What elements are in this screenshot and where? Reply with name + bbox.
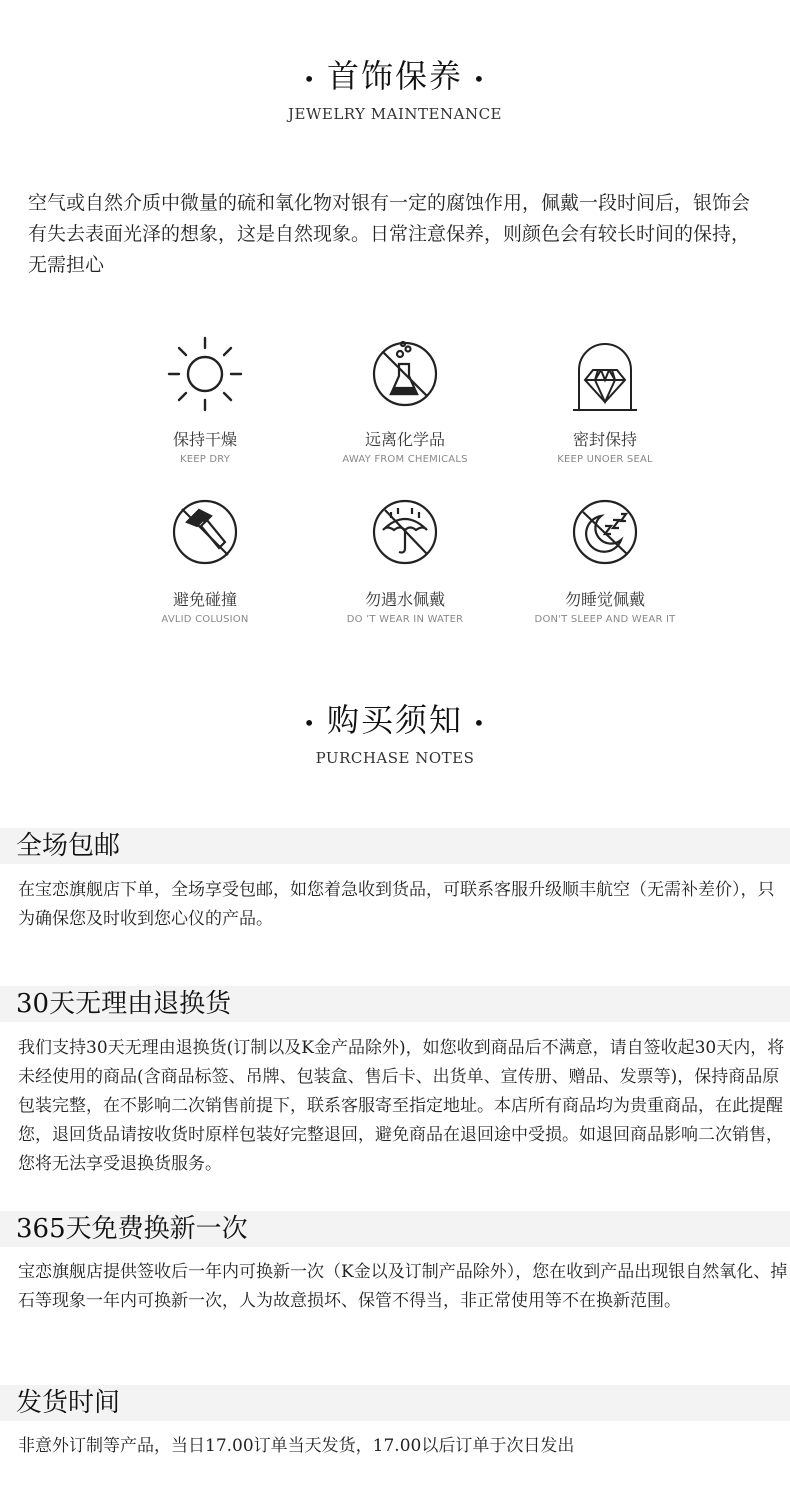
care-label-cn: 保持干燥 xyxy=(172,430,237,449)
care-label-en: KEEP UNOER SEAL xyxy=(557,454,653,465)
care-icon-grid xyxy=(105,332,705,642)
care-item-keep-dry xyxy=(105,332,305,465)
care-item-avoid-collision xyxy=(105,492,305,625)
care-item-away-chemicals xyxy=(305,332,505,465)
note-text-delivery-time: 非意外订制等产品，当日17.00订单当天发货，17.00以后订单于次日发出 xyxy=(18,1436,575,1456)
care-label-en: AVLID COLUSION xyxy=(161,614,249,625)
bullet-left: • xyxy=(303,66,317,91)
care-label-en: AWAY FROM CHEMICALS xyxy=(342,454,468,465)
care-item-no-sleep xyxy=(505,492,705,625)
care-label-cn: 勿睡觉佩戴 xyxy=(564,590,645,609)
note-heading-returns: 30天无理由退换货 xyxy=(0,986,790,1022)
note-heading-free-renewal: 365天免费换新一次 xyxy=(0,1211,790,1247)
care-label-en: DO ’T WEAR IN WATER xyxy=(346,614,464,625)
purchase-title-cn: 购买须知 xyxy=(326,701,463,739)
note-heading-delivery-time: 发货时间 xyxy=(0,1385,790,1421)
note-text-returns: 我们支持30天无理由退换货(订制以及K金产品除外)，如您收到商品后不满意，请自签收起30天内，将未经使用的商品(含商品标签、吊牌、包装盒、售后卡、出货单、宣传册、赠品、发票等)，保持商品原包装完整，在不影响二次销售前提下，联系客服寄至指定地址。本店所有商品均为贵重商品，在此提醒您，退回货品请按收货时原样包装好完整退回，避免商品在退回途中受损。如退回商品影响二次销售，您将无法享受退换货服务。 xyxy=(18,1038,785,1174)
maintenance-title-cn: 首饰保养 xyxy=(326,57,463,95)
purchase-title xyxy=(0,700,790,767)
bullet-right: • xyxy=(473,710,487,735)
care-label-en: KEEP DRY xyxy=(179,454,231,465)
hammer-icon xyxy=(165,492,245,572)
note-text-free-renewal: 宝恋旗舰店提供签收后一年内可换新一次（K金以及订制产品除外），您在收到产品出现银自然氧化、掉石等现象一年内可换新一次，人为故意损坏、保管不得当，非正常使用等不在换新范围。 xyxy=(18,1262,788,1311)
umbrella-icon xyxy=(365,492,445,572)
care-label-cn: 远离化学品 xyxy=(364,430,445,449)
maintenance-intro: 空气或自然介质中微量的硫和氧化物对银有一定的腐蚀作用，佩戴一段时间后，银饰会有失去表面光泽的想象，这是自然现象。日常注意保养，则颜色会有较长时间的保持，无需担心 xyxy=(28,192,751,276)
sun-icon xyxy=(165,332,245,412)
note-text-free-shipping: 在宝恋旗舰店下单，全场享受包邮，如您着急收到货品，可联系客服升级顺丰航空（无需补差价），只为确保您及时收到您心仪的产品。 xyxy=(18,880,775,929)
bullet-right: • xyxy=(473,66,487,91)
note-heading-free-shipping: 全场包邮 xyxy=(0,828,790,864)
bullet-left: • xyxy=(303,710,317,735)
purchase-title-en: PURCHASE NOTES xyxy=(315,748,475,767)
maintenance-title xyxy=(0,56,790,123)
care-item-keep-seal xyxy=(505,332,705,465)
chemical-flask-icon xyxy=(365,332,445,412)
diamond-icon xyxy=(565,332,645,412)
sleep-moon-icon xyxy=(565,492,645,572)
care-label-cn: 避免碰撞 xyxy=(172,590,237,609)
care-label-en: DON'T SLEEP AND WEAR IT xyxy=(534,614,676,625)
care-label-cn: 勿遇水佩戴 xyxy=(364,590,445,609)
care-label-cn: 密封保持 xyxy=(572,430,637,449)
maintenance-title-en: JEWELRY MAINTENANCE xyxy=(288,104,502,123)
care-item-no-water xyxy=(305,492,505,625)
